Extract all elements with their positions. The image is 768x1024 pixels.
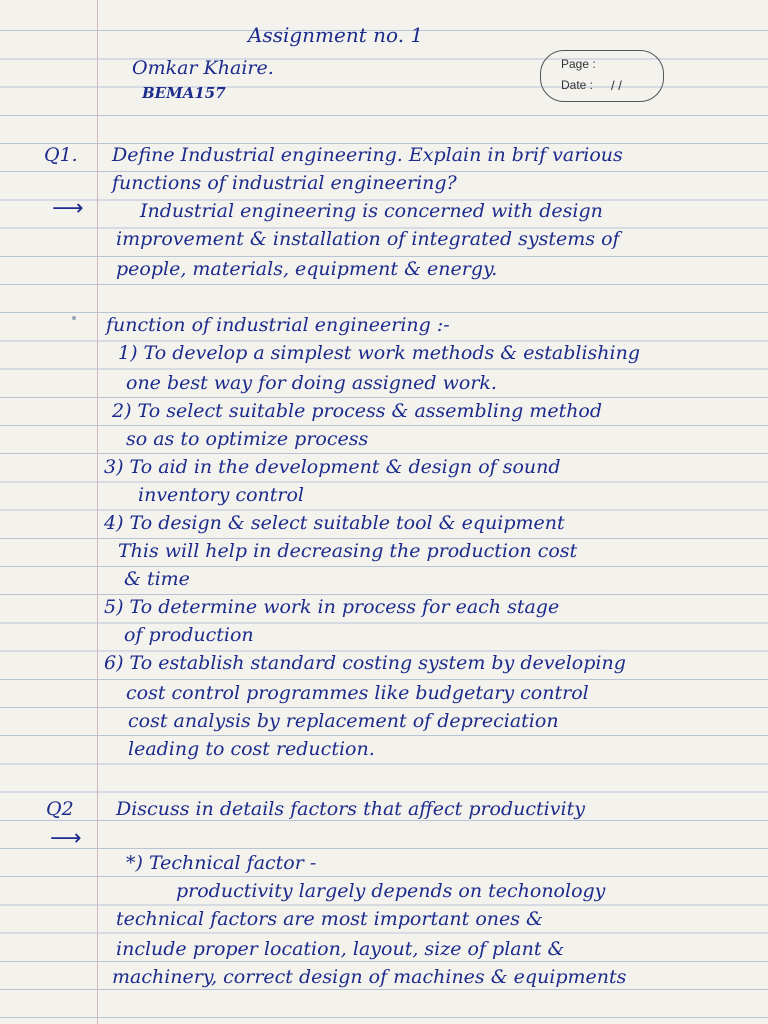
q1-item-line: cost analysis by replacement of depreciation <box>128 710 559 732</box>
q1-answer-line1: Industrial engineering is concerned with design <box>140 200 603 222</box>
q1-item-line: of production <box>124 624 254 646</box>
q1-item-line: inventory control <box>138 484 305 506</box>
margin-line <box>97 0 98 1024</box>
q1-question-line2: functions of industrial engineering? <box>112 172 457 194</box>
q1-item-line: & time <box>124 568 190 590</box>
q1-item-line: so as to optimize process <box>126 428 369 450</box>
q2-question: Discuss in details factors that affect productivity <box>116 798 585 820</box>
q2-subheading: *) Technical factor - <box>126 852 317 874</box>
q1-item-line: This will help in decreasing the production cost <box>118 540 578 562</box>
q1-item-line: 3) To aid in the development & design of sound <box>104 456 561 478</box>
q1-function-heading: function of industrial engineering :- <box>106 314 450 336</box>
q1-number: Q1. <box>44 144 78 166</box>
date-value: / / <box>611 78 622 93</box>
q1-answer-arrow: ⟶ <box>52 196 84 221</box>
q2-answer-arrow: ⟶ <box>50 826 82 851</box>
q2-answer-line: machinery, correct design of machines & equipments <box>112 966 627 988</box>
q1-item-line: 5) To determine work in process for each stage <box>104 596 560 618</box>
q2-answer-line: productivity largely depends on techonology <box>176 880 606 902</box>
q1-question-line1: Define Industrial engineering. Explain in brif various <box>112 144 623 166</box>
page-date-box <box>540 50 664 102</box>
student-name: Omkar Khaire. <box>132 57 274 79</box>
date-label: Date : <box>561 78 594 92</box>
margin-dot <box>72 316 76 320</box>
q1-item-line: one best way for doing assigned work. <box>126 372 497 394</box>
page-label: Page : <box>561 57 596 71</box>
q1-item-line: cost control programmes like budgetary control <box>126 682 589 704</box>
q1-item-line: 4) To design & select suitable tool & equipment <box>104 512 565 534</box>
q2-number: Q2 <box>46 798 74 820</box>
q1-item-line: 6) To establish standard costing system by developing <box>104 652 626 674</box>
q1-answer-line2: improvement & installation of integrated systems of <box>116 228 620 250</box>
q1-item-line: leading to cost reduction. <box>128 738 375 760</box>
roll-number: BEMA157 <box>142 84 226 102</box>
assignment-title: Assignment no. 1 <box>248 23 424 47</box>
q1-item-line: 1) To develop a simplest work methods & establishing <box>118 342 640 364</box>
q2-answer-line: include proper location, layout, size of plant & <box>116 938 565 960</box>
q1-item-line: 2) To select suitable process & assembling method <box>112 400 603 422</box>
q2-answer-line: technical factors are most important ones & <box>116 908 543 930</box>
q1-answer-line3: people, materials, equipment & energy. <box>116 258 498 280</box>
